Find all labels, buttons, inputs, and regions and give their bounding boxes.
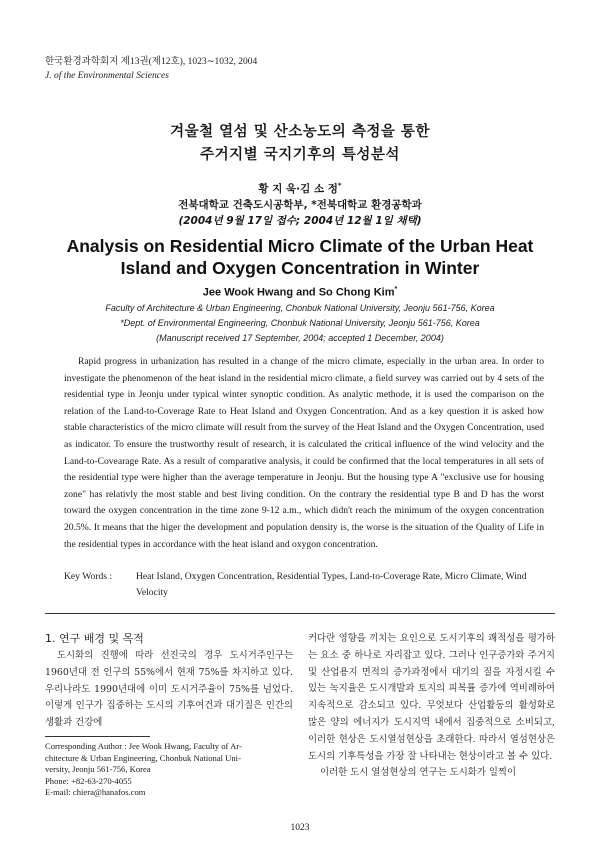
footnote-rule <box>45 736 150 737</box>
korean-author-mark: * <box>337 181 342 190</box>
keywords <box>64 569 554 601</box>
footnote-line5: E-mail: chiera@hanafos.com <box>45 787 146 798</box>
left-column-paragraph: 도시화의 진행에 따라 선진국의 경우 도시거주인구는 1960년대 전 인구의 55%에서 현재 75%를 차지하고 있다. 우리나라도 1990년대에 이미 도시거주율이 75%를 넘었다. 이렇게 인구가 집중하는 도시의 기후여건과 대기질은 인간의 생활과 건강에 <box>45 650 293 729</box>
korean-authors <box>0 181 600 196</box>
english-affiliation2: *Dept. of Environmental Engineering, Chonbuk National University, Jeonju 561-756, Korea <box>120 318 480 328</box>
footnote-line1: Corresponding Author : Jee Wook Hwang, Faculty of Ar- <box>45 741 242 751</box>
footnote-line2: chitecture & Urban Engineering, Chonbuk National Uni- <box>45 752 241 763</box>
right-column-paragraph2: 이러한 도시 열섬현상의 연구는 도시화가 일찍이 <box>320 767 517 779</box>
korean-title-line1: 겨울철 열섬 및 산소농도의 측정을 통한 <box>170 124 430 140</box>
english-title-line2: Island and Oxygen Concentration in Winter <box>120 258 480 278</box>
journal-header <box>45 55 257 83</box>
footnote-line4: Phone: +82-63-270-4055 <box>45 775 132 786</box>
keywords-label: Key Words : <box>64 571 113 582</box>
footnote-line3: versity, Jeonju 561-756, Korea <box>45 764 151 775</box>
divider <box>45 613 555 614</box>
english-author-mark: * <box>394 286 398 293</box>
english-affiliation1: Faculty of Architecture & Urban Engineering, Chonbuk National University, Jeonju 561-756, Korea <box>105 303 495 313</box>
journal-korean: 한국환경과학회지 제13권(제12호), 1023∼1032, 2004 <box>45 57 258 67</box>
korean-title-line2: 주거지별 국지기후의 특성분석 <box>200 147 400 163</box>
korean-affiliation: 전북대학교 건축도시공학부, *전북대학교 환경공학과 <box>178 199 422 211</box>
english-authors-names: Jee Wook Hwang and So Chong Kim <box>202 286 395 299</box>
section-heading: 1. 연구 배경 및 목적 <box>45 632 144 645</box>
right-column-paragraph1: 커다란 영향을 끼치는 요인으로 도시기후의 쾌적성을 평가하는 요소 중 하나로 자리잡고 있다. 그러나 인구증가와 주거지 및 산업용지 면적의 증가과정에서 대기의 질을 자정시킬 수 있는 녹지율은 도시개발과 토지의 피복률 증가에 역비례하여 지속적으로 감소되고 있다. 무엇보다 산업활동의 활성화로 많은 양의 에너지가 도시지역 내에서 집중적으로 소비되고, 이러한 현상은 도시열섬현상을 초래한다. 따라서 열섬현상은 도시의 기후특성을 가장 잘 나타내는 현상이라고 볼 수 있다. <box>308 633 555 762</box>
korean-received: (2004년 9월 17일 접수; 2004년 12월 1일 채택) <box>178 215 422 227</box>
english-title-line1: Analysis on Residential Micro Climate of the Urban Heat <box>66 236 534 256</box>
keywords-value: Heat Island, Oxygen Concentration, Residential Types, Land-to-Coverage Rate, Micro Climate, Wind Velocity <box>136 571 527 598</box>
english-manuscript: (Manuscript received 17 September, 2004; accepted 1 December, 2004) <box>156 333 444 343</box>
page-number: 1023 <box>290 823 310 833</box>
footnote <box>45 741 295 799</box>
korean-authors-names: 황 지 욱·김 소 정 <box>258 183 338 195</box>
right-column <box>308 631 555 782</box>
english-authors <box>0 286 600 299</box>
abstract: Rapid progress in urbanization has resulted in a change of the micro climate, especially in the urban area. In order to investigate the phenomenon of the heat island in the residential micro climate, a field survey was carried out by 4 sets of the residential type in Jeonju under typical winter synoptic condition. As analytic methode, it is used the comparison on the relation of the Land-to-Coverage Rate to Heat Island and Oxygen Concentration. And as a key question it is asked how stable characteristics of the micro climate will result from the survey of the Heat Island and the Oxygen Concentration, used as indicator. To ensure the trustworthy result of research, it is calculated the critical influence of the wind velocity and the Land-to-Covearage Rate. As a result of comparative analysis, it could be confirmed that the local temperatures in all sets of the residential type were higher than the average temperature in Jeonju. But the housing type A "exclusive use for housing zone" has relativly the most stable and best living condition. On the contrary the residential type B and D has the worst toward the oxygen concentration in the time zone 9-12 a.m., which didn't reach the minimum of the oxygen concentration 20.5%. It means that the higer the development and population density is, the worse is the situation of the Quality of Life in the residential types in accordance with the heat island and oxygon concentration. <box>64 356 544 550</box>
journal-english: J. of the Environmental Sciences <box>45 71 169 81</box>
